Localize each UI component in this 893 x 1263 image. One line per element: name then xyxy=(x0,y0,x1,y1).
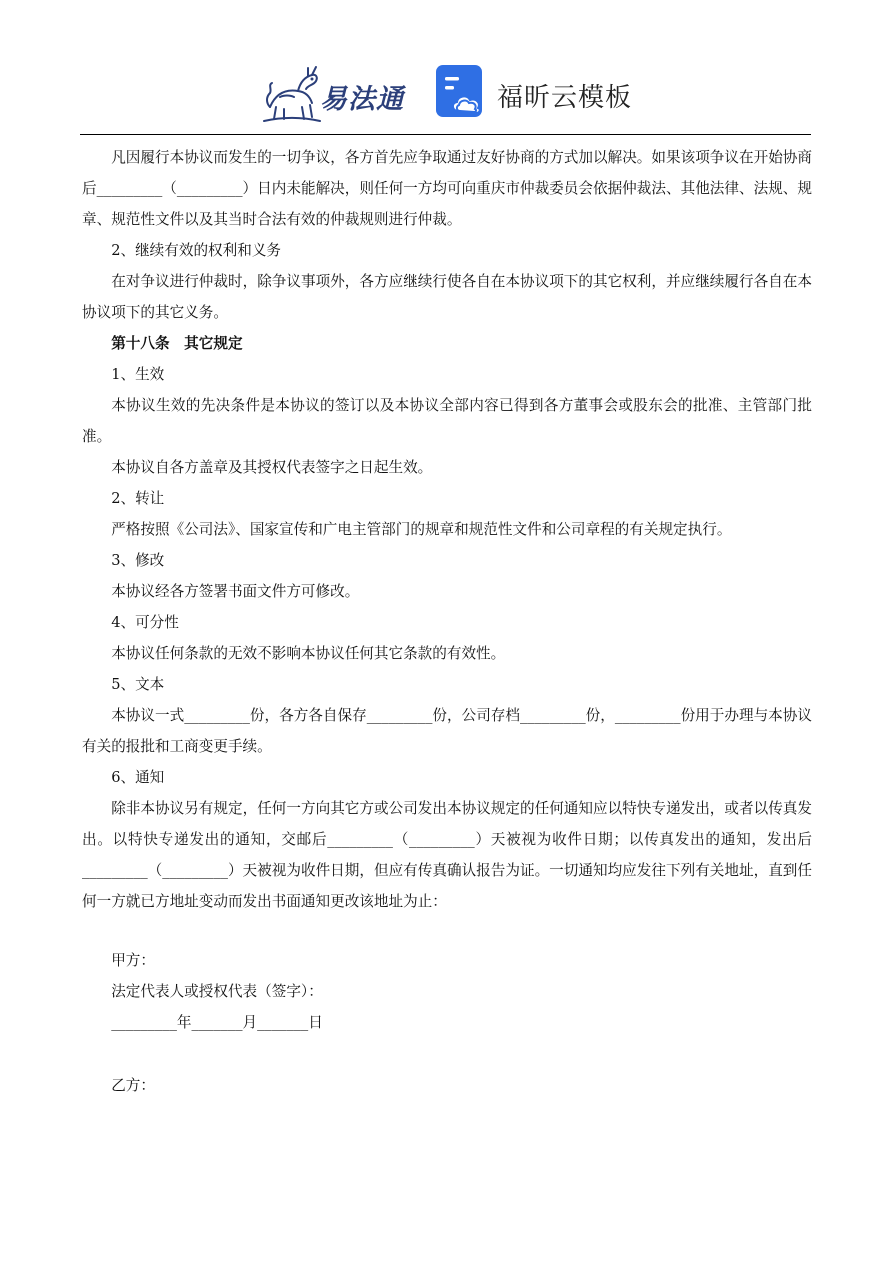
party-a-label: 甲方： xyxy=(111,952,155,969)
effectiveness-paragraph: 本协议生效的先决条件是本协议的签订以及本协议全部内容已得到各方董事会或股东会的批准、主管部门批准。 xyxy=(82,397,812,445)
article-18-heading: 第十八条 其它规定 xyxy=(111,335,243,352)
yifatong-logo xyxy=(262,63,412,123)
signature-date-line: _________年_______月_______日 xyxy=(111,1014,323,1031)
fuxin-template-logo xyxy=(436,65,636,121)
amendment-heading: 3、修改 xyxy=(111,552,165,569)
continuing-rights-paragraph: 在对争议进行仲裁时，除争议事项外，各方应继续行使各自在本协议项下的其它权利，并应继续履行各自在本协议项下的其它义务。 xyxy=(82,273,812,321)
continuing-rights-heading: 2、继续有效的权利和义务 xyxy=(111,242,282,259)
party-b-label: 乙方： xyxy=(111,1077,155,1094)
fuxin-template-logo-text: 福昕云模板 xyxy=(497,83,633,113)
spacer xyxy=(82,917,812,945)
copies-paragraph: 本协议一式_________份，各方各自保存_________份，公司存档_________份，_________份用于办理与本协议有关的报批和工商变更手续。 xyxy=(82,707,812,755)
severability-paragraph: 本协议任何条款的无效不影响本协议任何其它条款的有效性。 xyxy=(111,645,506,662)
document-body xyxy=(82,142,812,1101)
severability-heading: 4、可分性 xyxy=(111,614,179,631)
effectiveness-heading: 1、生效 xyxy=(111,366,165,383)
notice-paragraph: 除非本协议另有规定，任何一方向其它方或公司发出本协议规定的任何通知应以特快专递发出，或者以传真发出。以特快专递发出的通知，交邮后_________（_________）天被视为收件日期；以传真发出的通知，发出后_________（_________）天被视为收件日期，但应有传真确认报告为证。一切通知均应发往下列有关地址，直到任何一方就已方地址变动而发出书面通知更改该地址为止： xyxy=(82,800,812,910)
qilin-emblem-icon xyxy=(262,63,322,123)
copies-heading: 5、文本 xyxy=(111,676,165,693)
notice-heading: 6、通知 xyxy=(111,769,165,786)
effective-date-paragraph: 本协议自各方盖章及其授权代表签字之日起生效。 xyxy=(111,459,433,476)
header-divider xyxy=(80,134,811,135)
spacer xyxy=(82,1038,812,1070)
dispute-paragraph: 凡因履行本协议而发生的一切争议，各方首先应争取通过友好协商的方式加以解决。如果该项争议在开始协商后_________（_________）日内未能解决，则任何一方均可向重庆市仲裁委员会依据仲裁法、其他法律、法规、规章、规范性文件以及其当时合法有效的仲裁规则进行仲裁。 xyxy=(82,149,812,228)
amendment-paragraph: 本协议经各方签署书面文件方可修改。 xyxy=(111,583,360,600)
cloud-document-icon xyxy=(436,65,488,119)
page-header xyxy=(0,58,893,128)
transfer-paragraph: 严格按照《公司法》、国家宣传和广电主管部门的规章和规范性文件和公司章程的有关规定执行。 xyxy=(111,521,732,538)
representative-signature-label: 法定代表人或授权代表（签字）： xyxy=(111,983,323,1000)
yifatong-logo-text: 易法通 xyxy=(320,84,404,115)
transfer-heading: 2、转让 xyxy=(111,490,165,507)
